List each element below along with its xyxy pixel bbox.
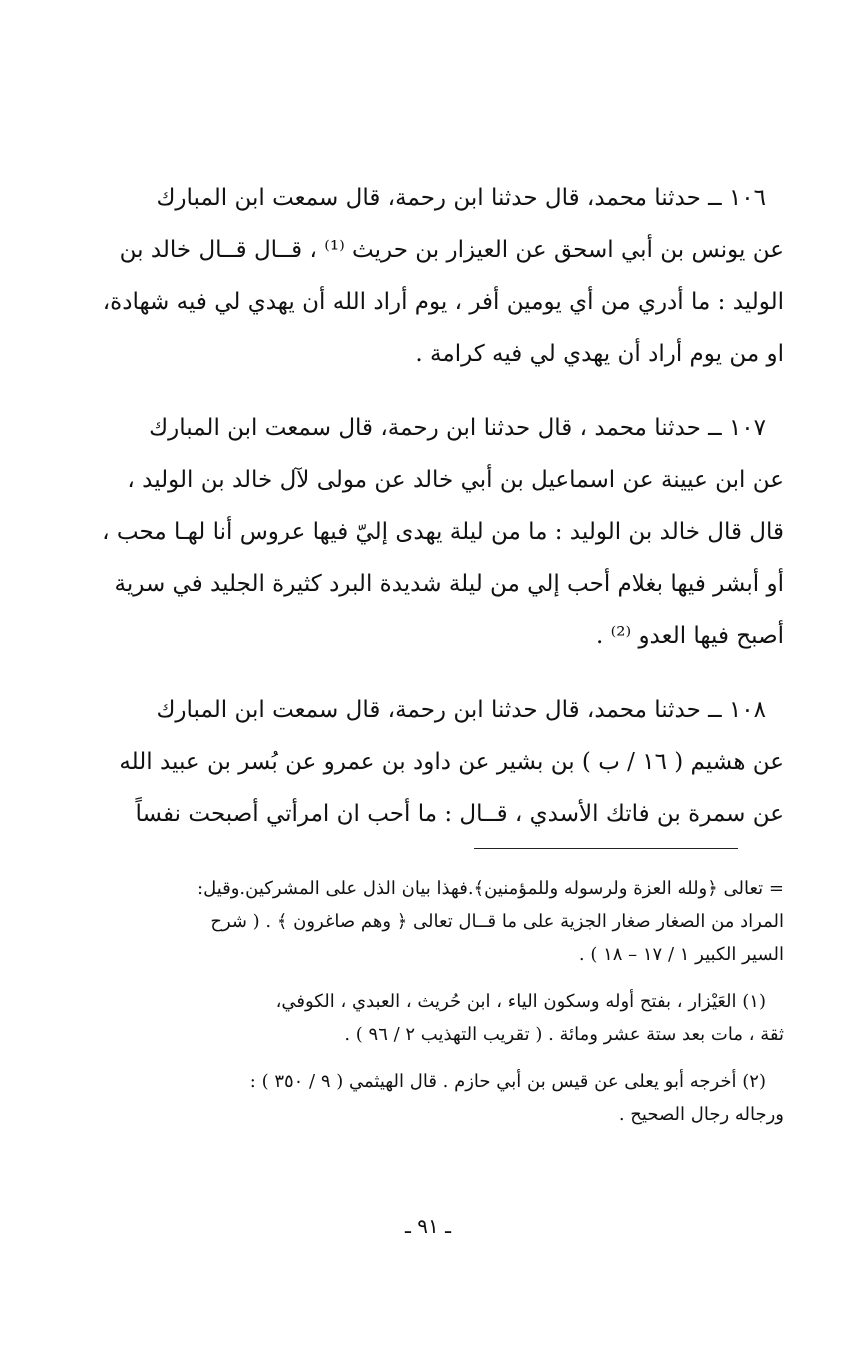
text-line: الوليد : ما أدري من أي يومين أفر ، يوم أراد الله أن يهدي لي فيه شهادة، <box>102 289 784 315</box>
footnote-divider <box>474 848 738 849</box>
footnote-2 <box>70 1065 784 1131</box>
main-text <box>70 172 784 862</box>
footnote-line: السير الكبير ١ / ١٧ – ١٨ ) . <box>578 944 784 965</box>
page-number: ـ ٩١ ـ <box>405 1214 451 1238</box>
text-line: أو أبشر فيها بغلام أحب إلي من ليلة شديدة البرد كثيرة الجليد في سرية <box>114 571 784 597</box>
footnote-line: (١) العَيْزار ، بفتح أوله وسكون الياء ، ابن حُريث ، العبدي ، الكوفي، <box>275 991 766 1012</box>
text-line: قال قال خالد بن الوليد : ما من ليلة يهدى إليّ فيها عروس أنا لهـا محب ، <box>102 519 784 545</box>
text-line: ١٠٦ ــ حدثنا محمد، قال حدثنا ابن رحمة، قال سمعت ابن المبارك <box>156 185 766 211</box>
footnote-line: ورجاله رجال الصحيح . <box>618 1104 784 1125</box>
footnote-line: المراد من الصغار صغار الجزية على ما قــال تعالى ﴿ وهم صاغرون ﴾ . ( شرح <box>210 911 784 932</box>
hadith-108 <box>70 684 784 840</box>
hadith-107 <box>70 402 784 662</box>
text-line: عن يونس بن أبي اسحق عن العيزار بن حريث ⁽¹⁾ ، قــال قــال خالد بن <box>119 237 784 263</box>
text-line: أصبح فيها العدو ⁽²⁾ . <box>595 623 784 649</box>
hadith-106 <box>70 172 784 380</box>
footnote-continuation <box>70 872 784 971</box>
text-line: ١٠٨ ــ حدثنا محمد، قال حدثنا ابن رحمة، قال سمعت ابن المبارك <box>156 697 766 723</box>
text-line: عن ابن عيينة عن اسماعيل بن أبي خالد عن مولى لآل خالد بن الوليد ، <box>127 467 784 493</box>
footnote-line: ثقة ، مات بعد ستة عشر ومائة . ( تقريب التهذيب ٢ / ٩٦ ) . <box>344 1024 784 1045</box>
text-line: عن سمرة بن فاتك الأسدي ، قــال : ما أحب ان امرأتي أصبحت نفساً <box>135 801 784 827</box>
text-line: او من يوم أراد أن يهدي لي فيه كرامة . <box>415 341 784 367</box>
footnotes <box>70 872 784 1145</box>
text-line: عن هشيم ( ١٦ / ب ) بن بشير عن داود بن عمرو عن بُسر بن عبيد الله <box>119 749 784 775</box>
footnote-1 <box>70 985 784 1051</box>
text-line: ١٠٧ ــ حدثنا محمد ، قال حدثنا ابن رحمة، قال سمعت ابن المبارك <box>149 415 766 441</box>
footnote-line: (٢) أخرجه أبو يعلى عن قيس بن أبي حازم . قال الهيثمي ( ٩ / ٣٥٠ ) : <box>249 1071 766 1092</box>
footnote-line: = تعالى ﴿ولله العزة ولرسوله وللمؤمنين﴾.فهذا بيان الذل على المشركين.وقيل: <box>197 878 784 899</box>
